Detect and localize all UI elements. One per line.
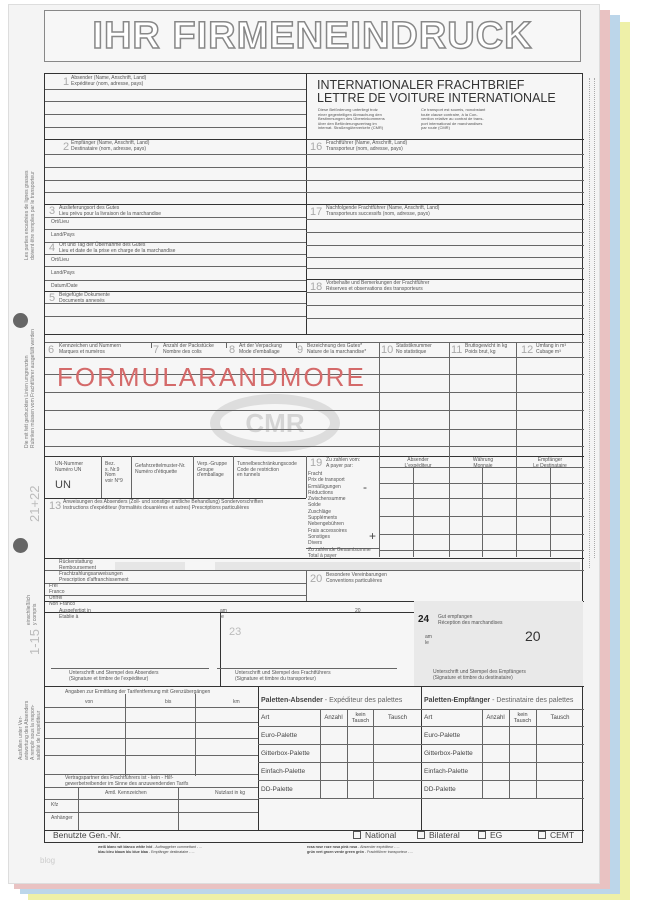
- rule: [45, 830, 584, 831]
- tariff-heading: Angaben zur Ermittlung der Tarifentfernung mit Grenzübergängen: [65, 689, 211, 695]
- rule: [45, 167, 584, 168]
- rule: [306, 268, 584, 269]
- pallet-sender-title: Paletten-Absender - Expéditeur des palettes: [261, 697, 403, 704]
- goods-col-weight: Bruttogewicht in kg Poids brut, kg: [465, 343, 508, 355]
- copy-legend-green: grün vert groen verde green grön - Frachtführer transporteur - ...: [307, 850, 414, 854]
- rule: [449, 342, 450, 456]
- rule: [195, 694, 196, 776]
- rule: [125, 694, 126, 776]
- punch-hole: [13, 313, 28, 328]
- contract-partner-note: Vertragspartner des Frachtführers ist - kein - Hilf- gewerbetreibender im Sinne des anzuwendenden Tarifs: [65, 775, 189, 787]
- payload-label: Nutzlast in kg: [215, 790, 246, 796]
- box-number: 3: [49, 205, 56, 217]
- goods-col-statistic: Statistiknummer No statistique: [396, 343, 432, 355]
- rule: [45, 334, 584, 335]
- rule: [45, 595, 306, 596]
- box-number: 18: [310, 281, 323, 293]
- rule: [45, 722, 258, 723]
- rule: [306, 232, 584, 233]
- rule: [306, 318, 584, 319]
- box-number: 6: [48, 344, 55, 356]
- rule: [379, 483, 584, 484]
- gen-nr-label: Benutzte Gen.-Nr.: [53, 830, 122, 840]
- reimbursement-field[interactable]: [115, 562, 185, 570]
- rule: [413, 467, 414, 557]
- rule: [45, 180, 584, 181]
- box-number: 19: [310, 457, 323, 469]
- box23-signature: Unterschrift und Stempel des Frachtführers (Signature et timbre du transporteur): [235, 670, 331, 682]
- charges-currency-col: Währung Monnaie: [472, 457, 494, 469]
- rule: [379, 456, 380, 557]
- box-number: 11: [451, 344, 463, 356]
- rule: [536, 709, 537, 798]
- designation-label: Bez. s. Nr.9 Nom voir N°9: [105, 461, 123, 484]
- un-prefix: UN: [55, 479, 71, 491]
- rule: [379, 516, 584, 517]
- copy-legend-white: weiß blanc wit blanco white lvid - Auftraggeber commettant - ...: [98, 845, 203, 849]
- charges-rows: Fracht Prix de transport Ermäßigungen Réductions Zwischensumme Solde Zuschläge Suppléments Nebengebühren Frais accessoires Sonstiges Divers Zu zahlende Gesamtsumme Total à payer: [308, 471, 371, 559]
- issued-in-label: Ausgefertigt in Etablie à: [59, 608, 91, 620]
- cmr-logo-text: CMR: [245, 407, 305, 438]
- fields-21-22: 21+22: [27, 485, 42, 522]
- pallet-col-no-exchange: kein Tausch: [351, 712, 370, 724]
- rule: [226, 342, 227, 348]
- rule: [45, 570, 584, 571]
- rule: [45, 266, 306, 267]
- rule: [306, 456, 307, 498]
- checkbox-cemt[interactable]: CEMT: [538, 830, 574, 841]
- box-number: 20: [310, 573, 323, 585]
- rule: [482, 709, 483, 798]
- rule: [45, 229, 306, 230]
- box-number: 8: [229, 344, 236, 356]
- tunnel-code-label: Tunnelbeschränkungscode Code de restriction en tunnels: [237, 461, 297, 478]
- land-label: Land/Pays: [51, 232, 75, 238]
- rule: [45, 812, 258, 813]
- checkbox[interactable]: [353, 831, 361, 839]
- reimbursement-label: Rückerstattung Remboursement: [59, 559, 96, 571]
- datum-label: Datum/Date: [51, 283, 78, 289]
- rule: [421, 686, 422, 831]
- rule: [379, 534, 584, 535]
- box-number: 24: [418, 614, 430, 625]
- rule: [45, 686, 584, 687]
- goods-col-packing: Art der Verpackung Mode d'emballage: [239, 343, 282, 355]
- packing-group-label: Verp.-Gruppe Groupe d'emballage: [197, 461, 228, 478]
- rule: [516, 456, 517, 557]
- pallet-col-type: Art: [424, 714, 433, 721]
- checkbox[interactable]: [417, 831, 425, 839]
- pallet-col-count: Anzahl: [486, 715, 505, 721]
- box1-label: Absender (Name, Anschrift, Land) Expéditeur (nom, adresse, pays): [71, 75, 147, 87]
- rule: [45, 707, 258, 708]
- checkbox[interactable]: [538, 831, 546, 839]
- rule: [45, 89, 306, 90]
- pallet-type-row: Euro-Palette: [424, 732, 461, 739]
- minus-sign: -: [363, 480, 367, 494]
- rule: [45, 114, 306, 115]
- issued-date-label: am le: [220, 608, 227, 620]
- right-margin-footnote: [594, 78, 596, 558]
- kfz-label: Kfz: [51, 802, 59, 808]
- box3-label: Auslieferungsort des Gutes Lieu prévu pour la livraison de la marchandise: [59, 205, 162, 217]
- checkbox-national[interactable]: National: [353, 830, 396, 841]
- pallet-type-row: Euro-Palette: [261, 732, 298, 739]
- rule: [45, 429, 584, 430]
- pallet-col-exchange: Tausch: [550, 715, 570, 721]
- rule: [45, 280, 306, 281]
- rule: [78, 787, 79, 831]
- rule: [379, 498, 584, 499]
- pallet-col-no-exchange: kein Tausch: [513, 712, 532, 724]
- box-number: 9: [297, 344, 304, 356]
- payment-label: Frachtzahlungsanweisungen Prescription d'affranchissement: [59, 571, 129, 583]
- rule: [193, 456, 194, 498]
- rule: [550, 467, 551, 557]
- box18-label: Vorbehalte und Bemerkungen der Frachtführer Réserves et observations des transporteurs: [326, 280, 430, 292]
- rule: [45, 154, 584, 155]
- box-number: 17: [310, 206, 323, 218]
- fields-1-15: 1-15: [27, 628, 42, 655]
- issued-year: 20: [355, 608, 361, 614]
- rule: [45, 410, 584, 411]
- rule: [101, 456, 102, 498]
- rule: [233, 456, 234, 498]
- punch-hole: [13, 538, 28, 553]
- goods-col-nature: Bezeichnung des Gutes* Nature de la marchandise*: [307, 343, 367, 355]
- box-number: 4: [49, 242, 56, 254]
- box-number: 1: [63, 76, 70, 88]
- rule: [45, 787, 258, 788]
- checkbox-bilateral[interactable]: Bilateral: [417, 830, 460, 841]
- box16-label: Frachtführer (Name, Anschrift, Land) Transporteur (nom, adresse, pays): [326, 140, 408, 152]
- rule: [373, 709, 374, 798]
- rule: [306, 292, 584, 293]
- box24-year: 20: [525, 628, 541, 644]
- rule: [151, 342, 152, 348]
- rule: [45, 101, 306, 102]
- box17-label: Nachfolgende Frachtführer (Name, Anschrift, Land) Transporteurs successifs (nom, adresse, pays): [326, 205, 440, 217]
- plus-sign: +: [369, 529, 377, 543]
- rule: [178, 787, 179, 831]
- copy-legend-pink: rosa rose roze rosa pink rosa - Absender expéditeur - ...: [307, 845, 400, 849]
- box24-signature: Unterschrift und Stempel des Empfängers (Signature et timbre du destinataire): [433, 669, 526, 681]
- box13-label: Anweisungen des Absenders (Zoll- und sonstige amtliche Behandlung) Sondervorschriften Instructions d'expéditeur (formalités douanières et autres) Prescriptions particulières: [63, 499, 264, 511]
- cmr-note-de: Diese Beförderung unterliegt trotz einer gegenteiligen Abmachung den Bestimmungen des Übereinkommens über den Beförderungsvertrag im internat. Straßengüterverkehr (CMR): [318, 107, 385, 131]
- rule: [45, 392, 584, 393]
- charges-consignee-col: Empfänger Le Destinataire: [533, 457, 567, 469]
- rule: [449, 456, 450, 557]
- box-number: 13: [49, 500, 62, 512]
- pallet-col-exchange: Tausch: [387, 715, 407, 721]
- box5-label: Beigefügte Dokumente Documents annexés: [59, 292, 110, 304]
- rule: [258, 798, 584, 799]
- goods-col-volume: Umfang in m³ Cubage m³: [536, 343, 567, 355]
- rule: [258, 686, 259, 831]
- pallet-col-type: Art: [261, 714, 270, 721]
- hazard-label-number: Gefahrzettelmuster-Nr. Numéro d'étiquette: [135, 463, 186, 475]
- rule: [220, 612, 221, 686]
- tariff-km: km: [233, 699, 240, 705]
- rule: [45, 357, 584, 358]
- copy-legend-blue: blau bleu blauw blu blue blaa - Empfänger destinataire - ...: [98, 850, 195, 854]
- tariff-from: von: [85, 699, 94, 705]
- box22-signature: Unterschrift und Stempel des Absenders (Signature et timbre de l'expéditeur): [69, 670, 159, 682]
- pallet-type-row: Gitterbox-Palette: [424, 750, 473, 757]
- company-imprint: IHR FIRMENEINDRUCK: [92, 14, 533, 57]
- ort-label: Ort/Lieu: [51, 219, 69, 225]
- box-number: 5: [49, 292, 56, 304]
- pallet-type-row: Gitterbox-Palette: [261, 750, 310, 757]
- rule: [217, 668, 397, 669]
- title-fr: LETTRE DE VOITURE INTERNATIONALE: [317, 91, 556, 105]
- rule: [516, 342, 517, 456]
- charges-sender-col: Absender L'expéditeur: [404, 457, 432, 469]
- box-number: 16: [310, 141, 323, 153]
- pallet-col-count: Anzahl: [324, 715, 343, 721]
- cmr-logo: [210, 394, 340, 452]
- pallet-type-row: Einfach-Palette: [261, 768, 306, 775]
- rule: [45, 204, 584, 205]
- land-label: Land/Pays: [51, 270, 75, 276]
- rule: [51, 668, 209, 669]
- pallet-receiver-title: Paletten-Empfänger - Destinataire des palettes: [424, 697, 574, 704]
- box4-label: Ort und Tag der Übernahme des Gutes Lieu et date de la prise en charge de la marchandise: [59, 242, 176, 254]
- un-number-label: UN-Nummer Numéro UN: [55, 461, 84, 473]
- right-margin-footnote: [589, 78, 591, 568]
- plate-label: Amtl. Kennzeichen: [105, 790, 147, 796]
- rule: [45, 316, 306, 317]
- pallet-type-row: DD-Palette: [424, 786, 456, 793]
- rule: [306, 219, 584, 220]
- rule: [45, 127, 306, 128]
- rule: [306, 257, 584, 258]
- goods-col-marks: Kennzeichen und Nummern Marques et numéros: [59, 343, 121, 355]
- ort-label: Ort/Lieu: [51, 257, 69, 263]
- cmr-form: [44, 73, 583, 843]
- checkbox[interactable]: [478, 831, 486, 839]
- rule: [306, 305, 584, 306]
- rule: [306, 245, 584, 246]
- company-imprint-box: [44, 10, 581, 62]
- box2-label: Empfänger (Name, Anschrift, Land) Destinataire (nom, adresse, pays): [71, 140, 150, 152]
- box24-date-label: am le: [425, 634, 432, 646]
- to-be-paid-by: Zu zahlen vom: A payer par:: [326, 457, 361, 469]
- checkbox-eg[interactable]: EG: [478, 830, 502, 841]
- reimbursement-field[interactable]: [215, 562, 580, 570]
- rule: [45, 446, 584, 447]
- margin-note-fr: Les parties encadrées de lignes grasses doivent être remplies par le transporteur: [24, 170, 36, 260]
- box-number: 10: [381, 344, 394, 356]
- margin-incl: einschließlich y compris: [26, 594, 38, 625]
- rule: [45, 217, 306, 218]
- watermark: FORMULARANDMORE: [57, 362, 366, 392]
- pallet-type-row: DD-Palette: [261, 786, 293, 793]
- rule: [379, 342, 380, 456]
- rule: [306, 570, 307, 601]
- box24-label: Gut empfangen Réception des marchandises: [438, 614, 503, 626]
- nonfranco-label: Unfrei Non Franco: [49, 595, 76, 607]
- margin-note-de: Die mit fett gedruckten Linien umgrenzten Rubriken müssen vom Frachtführer ausgefüllt werden: [24, 329, 36, 448]
- blog-mark: blog: [40, 856, 56, 865]
- rule: [131, 456, 132, 498]
- rule: [320, 709, 321, 798]
- rule: [45, 738, 258, 739]
- tariff-to: bis: [165, 699, 172, 705]
- box-number: 23: [229, 626, 242, 638]
- box20-label: Besondere Vereinbarungen Conventions particulières: [326, 572, 387, 584]
- box-number: 2: [63, 141, 70, 153]
- trailer-label: Anhänger: [51, 815, 73, 821]
- rule: [45, 799, 258, 800]
- cmr-note-fr: Ce transport est soumis, nonobstant toute clause contraire, à la Con- vention relative au contrat de trans- port international de marchandises par route (CMR): [421, 107, 486, 131]
- margin-note-fill: Ausfüllen unter Ver- antwortung des Absenders A remplir sous la respon- sabilité de l'expéditeur: [18, 700, 42, 760]
- box-number: 7: [153, 344, 160, 356]
- rule: [45, 254, 306, 255]
- rule: [482, 467, 483, 557]
- box-number: 12: [521, 344, 534, 356]
- pallet-type-row: Einfach-Palette: [424, 768, 469, 775]
- rule: [379, 550, 584, 551]
- rule: [45, 192, 584, 193]
- rule: [45, 755, 258, 756]
- franco-label: Frei Franco: [49, 583, 65, 595]
- title-de: INTERNATIONALER FRACHTBRIEF: [317, 78, 525, 92]
- goods-col-packages: Anzahl der Packstücke Nombre des colis: [163, 343, 214, 355]
- rule: [45, 583, 306, 584]
